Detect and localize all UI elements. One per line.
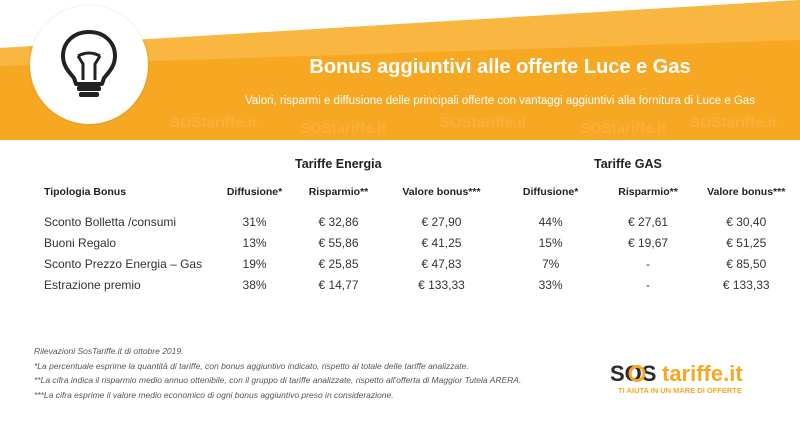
logo-tagline: TI AIUTA IN UN MARE DI OFFERTE <box>618 386 742 395</box>
watermark-text: SOStariffe.it <box>690 114 777 131</box>
column-header: Diffusione* <box>226 186 283 198</box>
table-cell: Sconto Prezzo Energia – Gas <box>44 256 203 271</box>
watermark-text: SOStariffe.it <box>580 120 667 137</box>
source-note: Rilevazioni SosTariffe.it di ottobre 2019. <box>34 346 184 356</box>
table-cell: € 19,67 <box>628 235 669 250</box>
column-header: Valore bonus*** <box>707 186 786 198</box>
table-row <box>44 253 800 274</box>
table-row <box>44 211 800 232</box>
table-header-row <box>44 181 800 203</box>
table-cell: € 47,83 <box>421 256 462 271</box>
table-cell: 44% <box>538 214 563 229</box>
table-cell: 33% <box>538 277 563 292</box>
page-subtitle: Valori, risparmi e diffusione delle principali offerte con vantaggi aggiuntivi alla fornitura di Luce e Gas <box>244 95 756 107</box>
bonus-table <box>44 181 800 295</box>
column-header: Diffusione* <box>522 186 579 198</box>
table-cell: € 27,90 <box>421 214 462 229</box>
table-cell: - <box>646 256 651 271</box>
table-cell: € 32,86 <box>318 214 359 229</box>
logo-sos: SOS <box>610 361 657 386</box>
table-cell: € 85,50 <box>726 256 767 271</box>
table-cell: € 27,61 <box>628 214 669 229</box>
table-cell: Estrazione premio <box>44 277 141 292</box>
table-cell: 31% <box>242 214 267 229</box>
group-header-energia: Tariffe Energia <box>295 157 382 171</box>
column-header: Risparmio** <box>308 186 369 198</box>
watermark-text: SOStariffe.it <box>300 120 387 137</box>
table-cell: € 14,77 <box>318 277 359 292</box>
table-row <box>44 274 800 295</box>
lightbulb-badge <box>30 6 148 124</box>
footnote: **La cifra indica il risparmio medio annuo ottenibile, con il gruppo di tariffe analizzate, rispetto all'offerta di Maggior Tutela ARERA. <box>34 375 522 385</box>
table-cell: 15% <box>538 235 563 250</box>
footnote: *La percentuale esprime la quantità di tariffe, con bonus aggiuntivo indicato, rispetto al totale delle tariffe analizzate. <box>34 360 469 371</box>
table-cell: - <box>646 277 651 292</box>
table-cell: € 25,85 <box>318 256 359 271</box>
footnotes <box>34 344 521 402</box>
table-cell: € 133,33 <box>418 277 465 292</box>
table-cell: € 133,33 <box>722 277 770 292</box>
table-cell: Sconto Bolletta /consumi <box>44 214 177 229</box>
footnote: ***La cifra esprime il valore medio economico di ogni bonus aggiuntivo preso in considerazione. <box>34 389 394 400</box>
column-header: Valore bonus*** <box>402 186 481 198</box>
sostariffe-logo <box>610 357 780 397</box>
table-row <box>44 232 800 253</box>
table-cell: 19% <box>242 256 267 271</box>
table-cell: € 41,25 <box>421 235 462 250</box>
group-header-gas: Tariffe GAS <box>594 157 662 171</box>
table-cell: 13% <box>242 235 267 250</box>
page-title: Bonus aggiuntivi alle offerte Luce e Gas <box>309 56 691 78</box>
table-cell: € 51,25 <box>726 235 767 250</box>
table-cell: € 55,86 <box>318 235 359 250</box>
column-header: Tipologia Bonus <box>44 186 127 198</box>
table-cell: € 30,40 <box>726 214 767 229</box>
table-cell: Buoni Regalo <box>44 235 117 250</box>
column-header: Risparmio** <box>618 186 678 198</box>
watermark-text: SOStariffe.it <box>170 114 257 131</box>
lightbulb-icon <box>56 28 122 100</box>
watermark-text: SOStariffe.it <box>440 114 527 131</box>
logo-tariffe: tariffe.it <box>662 361 743 386</box>
table-cell: 7% <box>541 256 560 271</box>
table-cell: 38% <box>242 277 267 292</box>
